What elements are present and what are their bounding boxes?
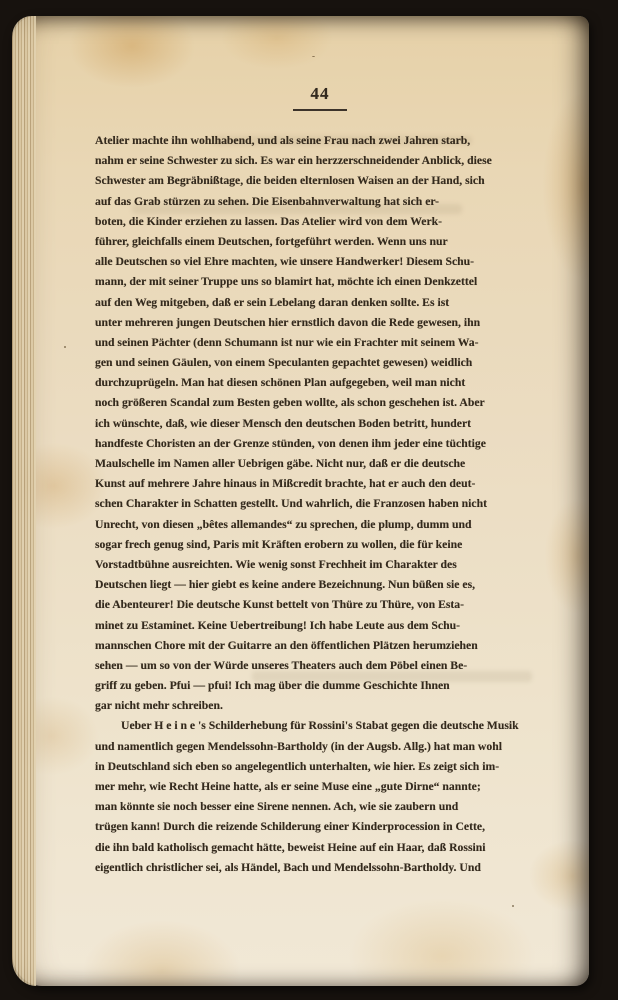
text-line: Atelier machte ihn wohlhabend, und als seine Frau nach zwei Jahren starb, bbox=[95, 134, 471, 147]
text-line: Kunst auf mehrere Jahre hinaus in Mißcredit brachte, hat er auch den deut- bbox=[95, 477, 476, 491]
text-line: Maulschelle im Namen aller Uebrigen gäbe. Nicht nur, daß er die deutsche bbox=[95, 457, 466, 470]
text-line: mannschen Chore mit der Guitarre an den öffentlichen Plätzen herumziehen bbox=[95, 638, 478, 652]
text-line: noch größeren Scandal zum Besten geben wollte, als schon geschehen ist. Aber bbox=[95, 396, 485, 410]
text-line: gar nicht mehr schreiben. bbox=[95, 699, 223, 713]
paper-speck bbox=[312, 56, 315, 57]
text-line: durchzuprügeln. Man hat diesen schönen Plan aufgegeben, weil man nicht bbox=[95, 376, 466, 390]
text-block bbox=[95, 131, 531, 878]
text-line: auf das Grab stürzen zu sehen. Die Eisenbahnverwaltung hat sich er- bbox=[95, 194, 440, 208]
page-header bbox=[100, 84, 540, 111]
text-line: führer, gleichfalls einem Deutschen, fortgeführt werden. Wenn uns nur bbox=[95, 234, 448, 248]
text-line: und seinen Pächter (denn Schumann ist nur wie ein Frachter mit seinem Wa- bbox=[95, 335, 479, 349]
text-line: sehen — um so von der Würde unseres Theaters auch dem Pöbel einen Be- bbox=[95, 658, 468, 672]
header-rule bbox=[293, 109, 347, 111]
paper-speck bbox=[512, 905, 514, 907]
text-line: Ueber H e i n e 's Schilderhebung für Rossini's Stabat gegen die deutsche Musik bbox=[121, 719, 519, 733]
text-line: die Abenteurer! Die deutsche Kunst bettelt von Thüre zu Thüre, von Esta- bbox=[95, 598, 465, 612]
text-line: alle Deutschen so viel Ehre machten, wie unsere Handwerker! Diesem Schu- bbox=[95, 255, 475, 269]
text-line: man könnte sie noch besser eine Sirene nennen. Ach, wie sie zaubern und bbox=[95, 800, 459, 814]
text-line: schen Charakter in Schatten gestellt. Und wahrlich, die Franzosen haben nicht bbox=[95, 497, 487, 511]
paper-speck bbox=[64, 346, 66, 348]
text-line: mer mehr, wie Recht Heine hatte, als er seine Muse eine „gute Dirne“ nannte; bbox=[95, 780, 481, 793]
text-line: Schwester am Begräbnißtage, die beiden elternlosen Waisen an der Hand, sich bbox=[95, 174, 485, 188]
text-line: ich wünschte, daß, wie dieser Mensch den deutschen Boden betritt, hundert bbox=[95, 416, 472, 430]
text-line: eigentlich christlicher sei, als Händel, Bach und Mendelssohn-Bartholdy. Und bbox=[95, 860, 481, 874]
text-line: Vorstadtbühne ausreichten. Wie wenig sonst Frechheit im Charakter des bbox=[95, 557, 457, 571]
text-line: trügen kann! Durch die reizende Schilderung einer Kinderprocession in Cette, bbox=[95, 820, 486, 834]
text-line: sogar frech genug sind, Paris mit Kräften erobern zu wollen, die für keine bbox=[95, 537, 463, 551]
text-line: mann, der mit seiner Truppe uns so blamirt hat, möchte ich einen Denkzettel bbox=[95, 275, 478, 289]
text-line: auf den Weg mitgeben, daß er sein Lebelang daran denken sollte. Es ist bbox=[95, 295, 450, 309]
page-number: 44 bbox=[310, 84, 330, 103]
text-line: Unrecht, von diesen „bêtes allemandes“ zu sprechen, die plump, dumm und bbox=[95, 517, 472, 531]
text-line: und namentlich gegen Mendelssohn-Bartholdy (in der Augsb. Allg.) hat man wohl bbox=[95, 739, 502, 753]
text-line: handfeste Choristen an der Grenze stünden, von denen ihm jeder eine tüchtige bbox=[95, 436, 486, 450]
text-line: Deutschen liegt — hier giebt es keine andere Bezeichnung. Nun büßen sie es, bbox=[95, 578, 476, 592]
page-edge-stack bbox=[12, 16, 36, 986]
text-line: boten, die Kinder erziehen zu lassen. Das Atelier wird von dem Werk- bbox=[95, 214, 443, 228]
text-line: nahm er seine Schwester zu sich. Es war ein herzzerschneidender Anblick, diese bbox=[95, 154, 492, 168]
text-line: unter mehreren jungen Deutschen hier ernstlich davon die Rede gewesen, ihn bbox=[95, 315, 481, 329]
text-line: die ihn bald katholisch gemacht hätte, beweist Heine auf ein Haar, daß Rossini bbox=[95, 840, 486, 854]
text-line: griff zu geben. Pfui — pfui! Ich mag über die dumme Geschichte Ihnen bbox=[95, 679, 450, 693]
text-line: gen und seinen Gäulen, von einem Speculanten gepachtet gewesen) weidlich bbox=[95, 356, 473, 370]
text-line: minet zu Estaminet. Keine Uebertreibung! Ich habe Leute aus dem Schu- bbox=[95, 618, 461, 632]
book-page bbox=[12, 16, 589, 986]
text-line: in Deutschland sich eben so angelegentlich unterhalten, wie hier. Es zeigt sich im- bbox=[95, 759, 500, 773]
